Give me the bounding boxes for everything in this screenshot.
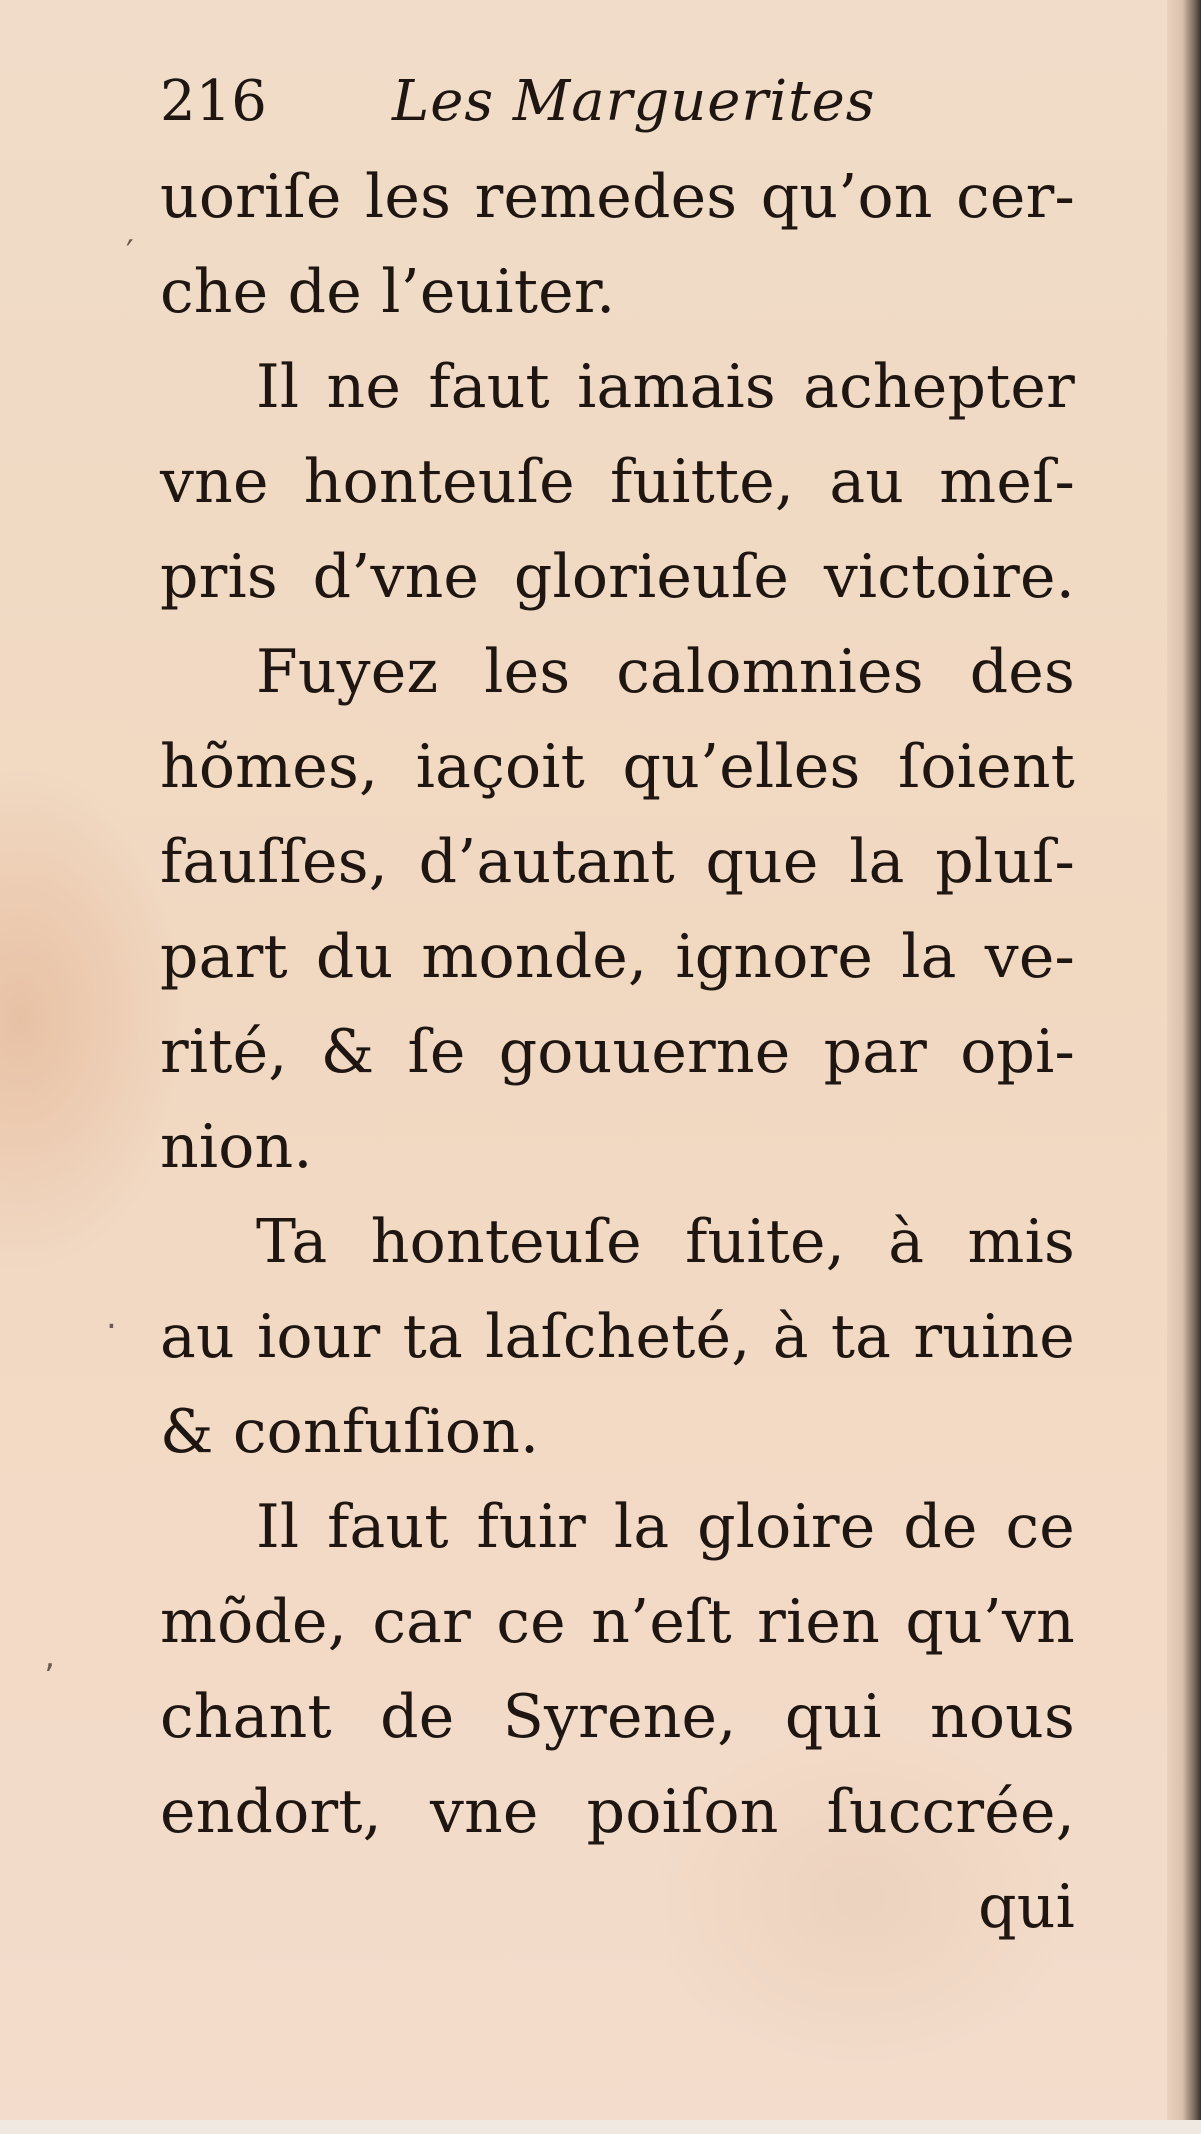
paragraph-start-line: Il ne faut iamais achepter — [256, 352, 1075, 422]
text-line: che de l’euiter. — [160, 257, 616, 327]
text-line: & confuſion. — [160, 1397, 540, 1467]
text-line: vne honteuſe fuitte, au meſ- — [160, 447, 1075, 517]
paragraph-start-line: Fuyez les calomnies des — [256, 637, 1075, 707]
text-line: rité, & ſe gouuerne par opi- — [160, 1017, 1075, 1087]
text-line: pris d’vne glorieuſe victoire. — [160, 542, 1075, 612]
paragraph-start-line: Ta honteuſe fuite, à mis — [256, 1207, 1075, 1277]
text-line: au iour ta laſcheté, à ta ruine — [160, 1302, 1075, 1372]
page-number: 216 — [160, 69, 267, 134]
binding-gutter — [1167, 0, 1201, 2134]
text-line: mõde, car ce n’eſt rien qu’vn — [160, 1587, 1075, 1657]
text-line: endort, vne poiſon ſuccrée, — [160, 1777, 1075, 1847]
page-text — [160, 54, 1075, 1955]
text-line: part du monde, ignore la ve- — [160, 922, 1075, 992]
page-bottom-edge — [0, 2120, 1201, 2134]
running-title: Les Marguerites — [392, 69, 876, 134]
ink-mark: ’ — [44, 1657, 55, 1697]
text-line: fauſſes, d’autant que la pluſ- — [160, 827, 1075, 897]
paragraph-start-line: Il faut fuir la gloire de ce — [256, 1492, 1075, 1562]
running-header — [160, 54, 1075, 150]
ink-mark: ′ — [126, 233, 134, 273]
text-line: uoriſe les remedes qu’on cer- — [160, 162, 1075, 232]
text-line: nion. — [160, 1112, 313, 1182]
text-line: hõmes, iaçoit qu’elles ſoient — [160, 732, 1075, 802]
ink-mark: . — [106, 1297, 117, 1337]
catchword: qui — [978, 1872, 1075, 1942]
text-line: chant de Syrene, qui nous — [160, 1682, 1075, 1752]
